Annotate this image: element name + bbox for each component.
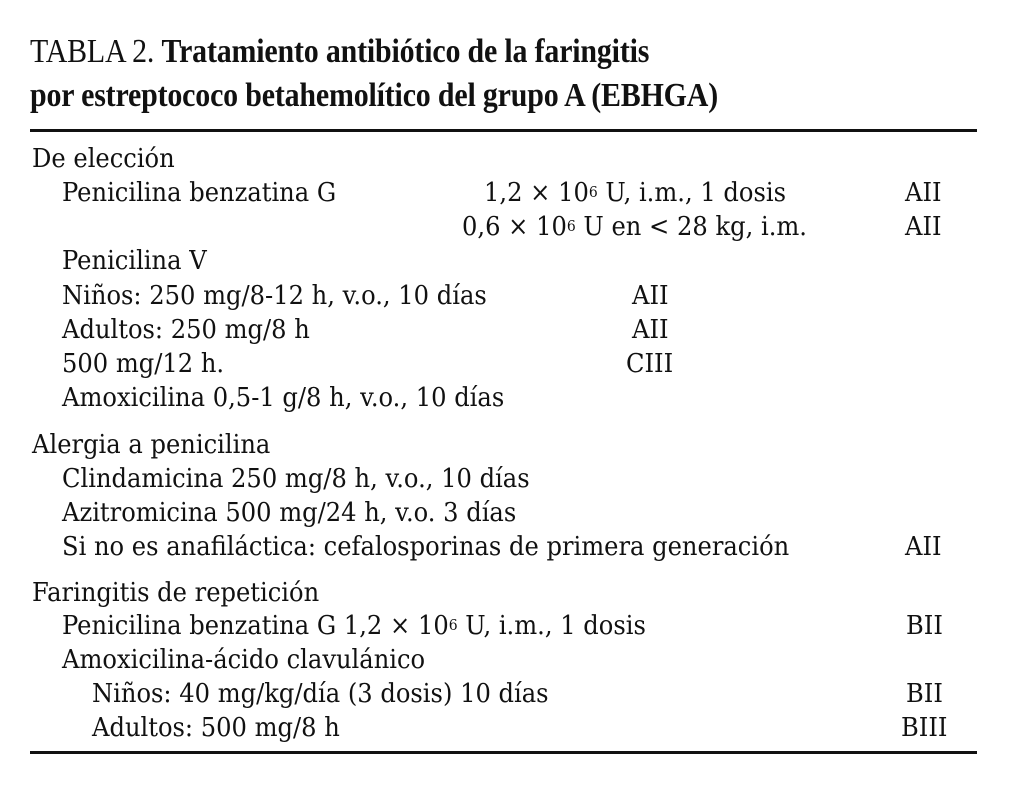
evidence-penicilina-v-alt: CIII [626, 349, 674, 379]
drug-penicilina-v: Penicilina V [62, 246, 207, 276]
evidence-penicilina-v-adultos: AII [632, 315, 669, 345]
evidence-penicilina-benzatina-2: AII [905, 212, 942, 242]
evidence-amoxi-clav-adultos: BIII [901, 713, 948, 743]
drug-penicilina-benzatina: Penicilina benzatina G [62, 178, 337, 208]
evidence-penicilina-benzatina-repeticion: BII [906, 611, 943, 641]
dose-amoxi-clav-adultos: Adultos: 500 mg/8 h [92, 713, 340, 743]
dose-penicilina-benzatina-2: $0,6 \times 10^6$ U en < 28 kg, i.m. [462, 212, 808, 242]
drug-clindamicina: Clindamicina 250 mg/8 h, v.o., 10 días [62, 464, 530, 494]
drug-amoxicilina-clavulanico: Amoxicilina-ácido clavulánico [62, 645, 426, 675]
drug-amoxicilina: Amoxicilina 0,5-1 g/8 h, v.o., 10 días [62, 383, 505, 413]
section-heading-eleccion: De elección [32, 144, 175, 174]
top-rule [30, 129, 977, 132]
evidence-penicilina-v-ninos: AII [632, 281, 669, 311]
table-number-label: TABLA 2. [30, 33, 155, 70]
title-text-line-1: Tratamiento antibiótico de la faringitis [161, 33, 650, 70]
drug-penicilina-benzatina-repeticion: Penicilina benzatina G $1,2 \times 10^6$ U, i.m., 1 dosis [62, 611, 646, 641]
bottom-rule [30, 751, 977, 754]
dose-penicilina-benzatina-1: $1,2 \times 10^6$ U, i.m., 1 dosis [484, 178, 787, 208]
table-title [30, 30, 866, 118]
drug-cefalosporinas: Si no es anafiláctica: cefalosporinas de primera generación [62, 532, 790, 562]
title-text-line-2: por estreptococo betahemolítico del grupo A (EBHGA) [30, 77, 718, 114]
drug-azitromicina: Azitromicina 500 mg/24 h, v.o. 3 días [62, 498, 517, 528]
section-heading-alergia: Alergia a penicilina [32, 430, 271, 460]
title-line-1 [30, 30, 866, 74]
evidence-cefalosporinas: AII [905, 532, 942, 562]
dose-penicilina-v-ninos: Niños: 250 mg/8-12 h, v.o., 10 días [62, 281, 487, 311]
dose-penicilina-v-alt: 500 mg/12 h. [62, 349, 225, 379]
evidence-amoxi-clav-ninos: BII [906, 679, 943, 709]
evidence-penicilina-benzatina-1: AII [905, 178, 942, 208]
dose-amoxi-clav-ninos: Niños: 40 mg/kg/día (3 dosis) 10 días [92, 679, 549, 709]
section-heading-repeticion: Faringitis de repetición [32, 578, 320, 608]
dose-penicilina-v-adultos: Adultos: 250 mg/8 h [62, 315, 310, 345]
